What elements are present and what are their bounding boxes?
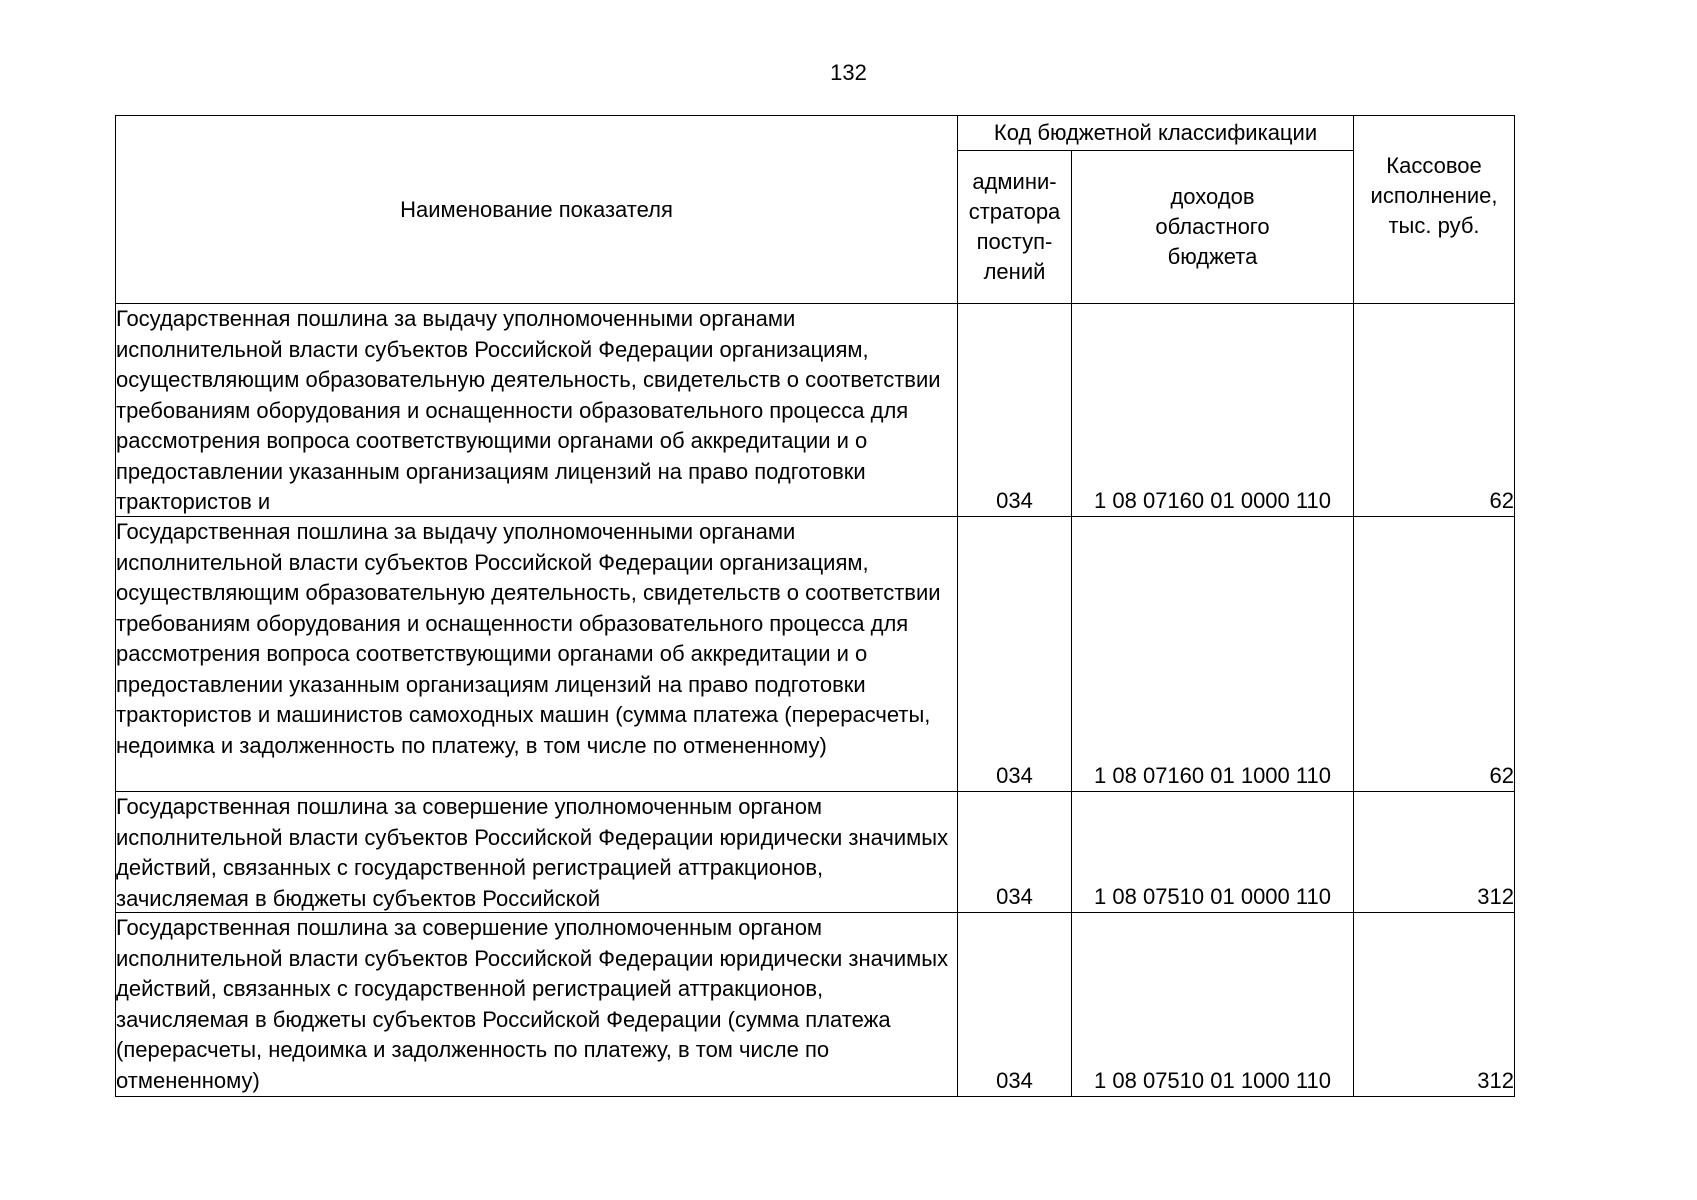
table-row bbox=[116, 792, 1515, 913]
table-row bbox=[116, 913, 1515, 1097]
row-admin-code: 034 bbox=[958, 304, 1072, 517]
budget-table bbox=[115, 115, 1515, 1097]
row-amount: 312 bbox=[1354, 913, 1515, 1097]
row-income-code: 1 08 07510 01 0000 110 bbox=[1072, 792, 1354, 913]
header-cash-execution-text: Кассовое исполнение, тыс. руб. bbox=[1370, 152, 1498, 238]
header-row-1 bbox=[116, 116, 1515, 151]
row-income-code: 1 08 07160 01 0000 110 bbox=[1072, 304, 1354, 517]
row-name: Государственная пошлина за совершение уполномоченным органом исполнительной власти субъектов Российской Федерации юридически значимых действий, связанных с государственной регистрацией аттракционов, зачисляемая в бюджеты субъектов Российской Федерации (сумма платежа (перерасчеты, недоимка и задолженность по платежу, в том числе по отмененному) bbox=[116, 913, 958, 1097]
row-admin-code: 034 bbox=[958, 792, 1072, 913]
header-cash-execution bbox=[1354, 116, 1515, 304]
row-name bbox=[116, 304, 958, 517]
row-name bbox=[116, 792, 958, 913]
table-row bbox=[116, 304, 1515, 517]
row-amount: 62 bbox=[1354, 517, 1515, 792]
row-income-code: 1 08 07160 01 1000 110 bbox=[1072, 517, 1354, 792]
row-income-code: 1 08 07510 01 1000 110 bbox=[1072, 913, 1354, 1097]
row-name-text: Государственная пошлина за совершение уполномоченным органом исполнительной власти субъектов Российской Федерации юридически значимых действий, связанных с государственной регистрацией аттракционов, зачисляемая в бюджеты субъектов Российской bbox=[116, 794, 949, 911]
row-name: Государственная пошлина за выдачу уполномоченными органами исполнительной власти субъектов Российской Федерации организациям, осуществляющим образовательную деятельность, свидетельств о соответствии требованиям оборудования и оснащенности образовательного процесса для рассмотрения вопроса соответствующими органами об аккредитации и о предоставлении указанным организациям лицензий на право подготовки трактористов и машинистов самоходных машин (сумма платежа (перерасчеты, недоимка и задолженность по платежу, в том числе по отмененному) bbox=[116, 517, 958, 792]
header-income-text: доходов областного бюджета bbox=[1155, 184, 1270, 269]
header-name: Наименование показателя bbox=[116, 116, 958, 304]
header-income bbox=[1072, 151, 1354, 304]
header-budget-code-group: Код бюджетной классификации bbox=[958, 116, 1354, 151]
row-admin-code: 034 bbox=[958, 913, 1072, 1097]
row-admin-code: 034 bbox=[958, 517, 1072, 792]
row-amount: 62 bbox=[1354, 304, 1515, 517]
row-name-text: Государственная пошлина за выдачу уполномоченными органами исполнительной власти субъектов Российской Федерации организациям, осуществляющим образовательную деятельность, свидетельств о соответствии требованиям оборудования и оснащенности образовательного процесса для рассмотрения вопроса соответствующими органами об аккредитации и о предоставлении указанным организациям лицензий на право подготовки трактористов и bbox=[116, 306, 941, 514]
page-number: 132 bbox=[830, 60, 867, 85]
table-row bbox=[116, 517, 1515, 792]
row-amount: 312 bbox=[1354, 792, 1515, 913]
header-admin-text: админи- стратора поступ- лений bbox=[968, 169, 1061, 284]
header-admin bbox=[958, 151, 1072, 304]
